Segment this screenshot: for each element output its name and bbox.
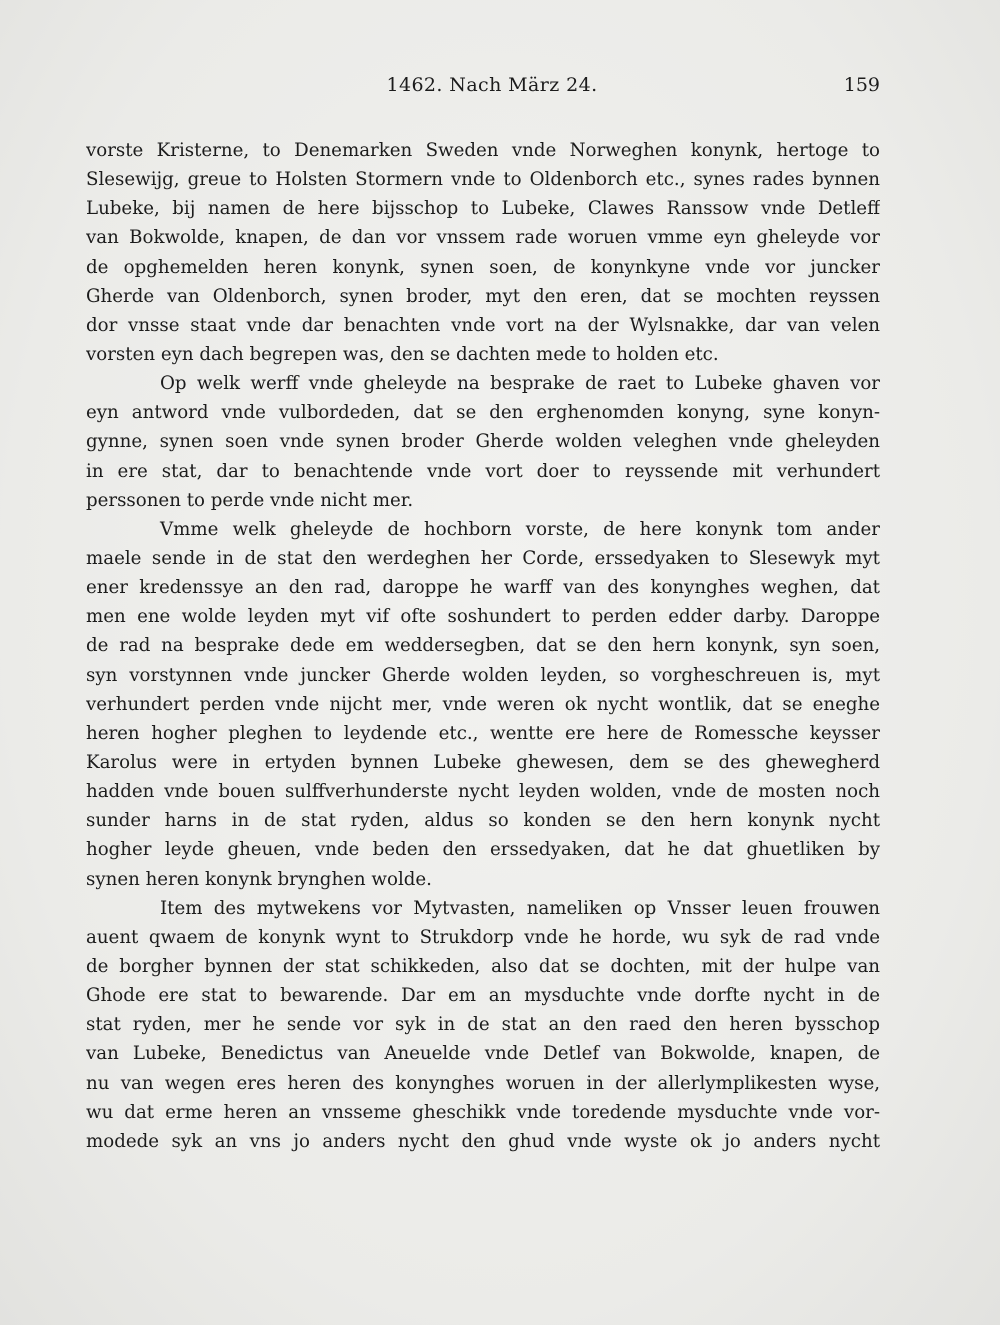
text-line: Ghode ere stat to bewarende. Dar em an mysduchte vnde dorfte nycht in de [86, 985, 880, 1007]
text-line: gynne, synen soen vnde synen broder Gherde wolden veleghen vnde gheleyden [86, 431, 880, 453]
text-line: stat ryden, mer he sende vor syk in de stat an den raed den heren bysschop [86, 1014, 880, 1036]
text-line: Gherde van Oldenborch, synen broder, myt den eren, dat se mochten reyssen [86, 285, 880, 307]
text-line: vorste Kristerne, to Denemarken Sweden vnde Norweghen konynk, hertoge to [86, 140, 880, 161]
text-line: men ene wolde leyden myt vif ofte soshundert to perden edder darby. Daroppe [86, 606, 880, 628]
text-line: hadden vnde bouen sulffverhunderste nycht leyden wolden, vnde de mosten noch [86, 781, 880, 803]
text-line: Op welk werff vnde gheleyde na besprake de raet to Lubeke ghaven vor [160, 373, 880, 395]
text-line: Slesewijg, greue to Holsten Stormern vnde to Oldenborch etc., synes rades bynnen [86, 169, 880, 191]
paragraph-4 [86, 894, 880, 1156]
text-line: hogher leyde gheuen, vnde beden den erssedyaken, dat he dat ghuetliken by [86, 839, 880, 861]
text-line: van Bokwolde, knapen, de dan vor vnssem rade woruen vmme eyn gheleyde vor [86, 227, 880, 249]
text-line: ener kredenssye an den rad, daroppe he warff van des konynghes weghen, dat [86, 577, 880, 599]
text-line: verhundert perden vnde nijcht mer, vnde weren ok nycht wontlik, dat se eneghe [86, 693, 880, 715]
running-header [86, 74, 880, 102]
text-line: de borgher bynnen der stat schikkeden, also dat se dochten, mit der hulpe van [86, 955, 880, 977]
text-line: de rad na besprake dede em weddersegben, dat se den hern konynk, syn soen, [86, 635, 880, 657]
text-line: Vmme welk gheleyde de hochborn vorste, de here konynk tom ander [160, 518, 880, 540]
text-line: nu van wegen eres heren des konynghes woruen in der allerlymplikesten wyse, [86, 1072, 880, 1094]
text-line: syn vorstynnen vnde juncker Gherde wolden leyden, so vorgheschreuen is, myt [86, 664, 880, 686]
text-line: sunder harns in de stat ryden, aldus so konden se den hern konynk nycht [86, 810, 880, 832]
paragraph-1 [86, 136, 880, 369]
text-line: eyn antword vnde vulbordeden, dat se den erghenomden konyng, syne konyn- [86, 402, 880, 424]
page-number: 159 [843, 74, 880, 96]
text-line: maele sende in de stat den werdeghen her Corde, erssedyaken to Slesewyk myt [86, 547, 880, 569]
text-line: Item des mytwekens vor Mytvasten, nameliken op Vnsser leuen frouwen [160, 897, 880, 919]
text-line: heren hogher pleghen to leydende etc., wentte ere here de Romessche keysser [86, 722, 880, 744]
text-line: in ere stat, dar to benachtende vnde vort doer to reyssende mit verhundert [86, 460, 880, 482]
text-line: Karolus were in ertyden bynnen Lubeke ghewesen, dem se des ghewegherd [86, 751, 880, 773]
text-line: synen heren konynk brynghen wolde. [86, 868, 432, 890]
body-text [86, 136, 880, 1156]
running-title: 1462. Nach März 24. [386, 74, 598, 96]
text-line: dor vnsse staat vnde dar benachten vnde vort na der Wylsnakke, dar van velen [86, 314, 880, 336]
text-line: van Lubeke, Benedictus van Aneuelde vnde Detlef van Bokwolde, knapen, de [86, 1043, 880, 1065]
text-line: de opghemelden heren konynk, synen soen, de konynkyne vnde vor juncker [86, 256, 880, 278]
text-line: auent qwaem de konynk wynt to Strukdorp vnde he horde, wu syk de rad vnde [86, 926, 880, 948]
text-line: perssonen to perde vnde nicht mer. [86, 489, 414, 511]
paragraph-3 [86, 515, 880, 894]
paragraph-2 [86, 369, 880, 515]
text-line: vorsten eyn dach begrepen was, den se dachten mede to holden etc. [86, 343, 719, 365]
text-line: wu dat erme heren an vnsseme gheschikk vnde toredende mysduchte vnde vor- [86, 1101, 880, 1123]
text-line: Lubeke, bij namen de here bijsschop to Lubeke, Clawes Ranssow vnde Detleff [86, 198, 880, 220]
text-line: modede syk an vns jo anders nycht den ghud vnde wyste ok jo anders nycht [86, 1130, 880, 1152]
